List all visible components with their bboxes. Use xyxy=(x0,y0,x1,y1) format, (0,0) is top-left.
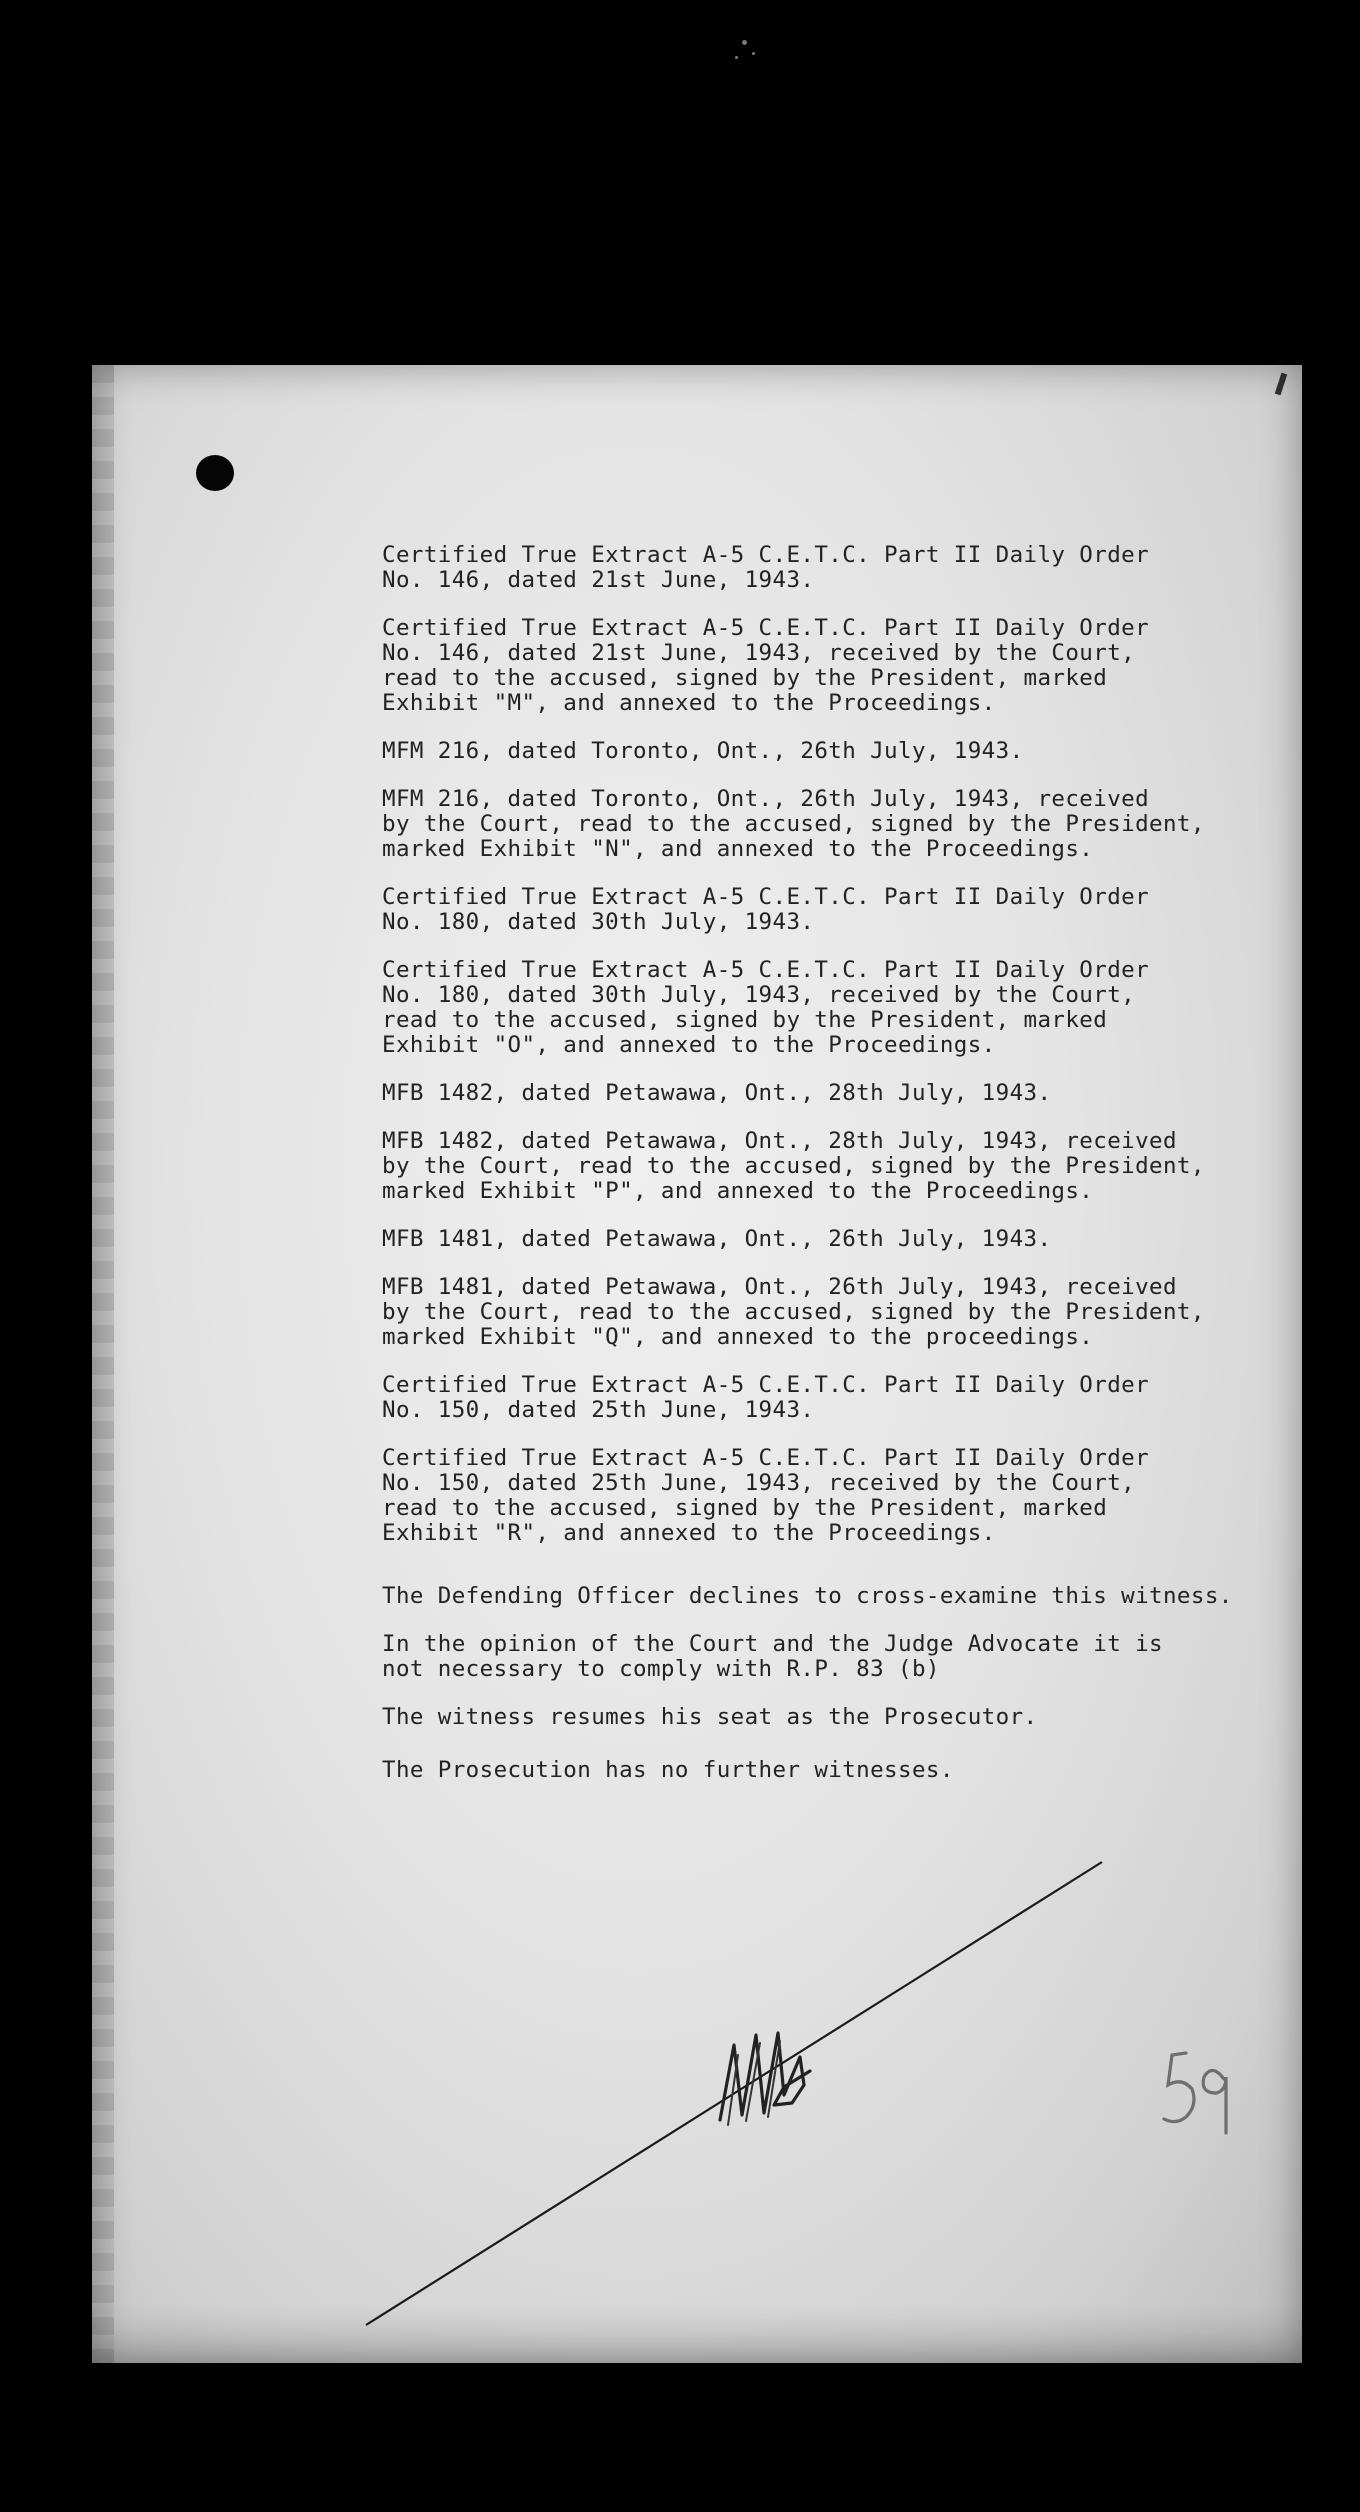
film-speck xyxy=(742,40,747,45)
exhibit-p-entry: MFB 1482, dated Petawawa, Ont., 28th July, 1943, received by the Court, read to the accused, signed by the President, marked Exhibit "P", and annexed to the Proceedings. xyxy=(382,1128,1205,1204)
witness-resumes-statement: The witness resumes his seat as the Prosecutor. xyxy=(382,1704,1038,1730)
exhibit-n-title: MFM 216, dated Toronto, Ont., 26th July, 1943. xyxy=(382,738,1024,764)
exhibit-r-entry: Certified True Extract A-5 C.E.T.C. Part II Daily Order No. 150, dated 25th June, 1943, received by the Court, read to the accused, signed by the President, marked Exhibit "R", and annexed to the Proceedings. xyxy=(382,1445,1150,1546)
court-opinion-statement: In the opinion of the Court and the Judge Advocate it is not necessary to comply with R.P. 83 (b) xyxy=(382,1631,1163,1682)
defending-officer-statement: The Defending Officer declines to cross-examine this witness. xyxy=(382,1583,1233,1609)
exhibit-q-title: MFB 1481, dated Petawawa, Ont., 26th July, 1943. xyxy=(382,1226,1052,1252)
prosecution-closing-statement: The Prosecution has no further witnesses. xyxy=(382,1757,954,1783)
exhibit-o-title: Certified True Extract A-5 C.E.T.C. Part II Daily Order No. 180, dated 30th July, 1943. xyxy=(382,884,1150,935)
exhibit-p-title: MFB 1482, dated Petawawa, Ont., 28th July, 1943. xyxy=(382,1080,1052,1106)
exhibit-m-title: Certified True Extract A-5 C.E.T.C. Part II Daily Order No. 146, dated 21st June, 1943. xyxy=(382,542,1150,593)
exhibit-m-entry: Certified True Extract A-5 C.E.T.C. Part II Daily Order No. 146, dated 21st June, 1943, received by the Court, read to the accused, signed by the President, marked Exhibit "M", and annexed to the Proceedings. xyxy=(382,615,1150,716)
film-speck xyxy=(735,56,738,59)
film-speck xyxy=(752,52,755,55)
exhibit-o-entry: Certified True Extract A-5 C.E.T.C. Part II Daily Order No. 180, dated 30th July, 1943, received by the Court, read to the accused, signed by the President, marked Exhibit "O", and annexed to the Proceedings. xyxy=(382,957,1150,1058)
page-bottom-shade xyxy=(92,2303,1302,2363)
document-page xyxy=(92,365,1302,2363)
handwritten-page-number xyxy=(1152,2035,1242,2145)
exhibit-q-entry: MFB 1481, dated Petawawa, Ont., 26th July, 1943, received by the Court, read to the accused, signed by the President, marked Exhibit "Q", and annexed to the proceedings. xyxy=(382,1274,1205,1350)
handwritten-signature xyxy=(672,1975,872,2175)
exhibit-r-title: Certified True Extract A-5 C.E.T.C. Part II Daily Order No. 150, dated 25th June, 1943. xyxy=(382,1372,1150,1423)
exhibit-n-entry: MFM 216, dated Toronto, Ont., 26th July, 1943, received by the Court, read to the accused, signed by the President, marked Exhibit "N", and annexed to the Proceedings. xyxy=(382,786,1205,862)
